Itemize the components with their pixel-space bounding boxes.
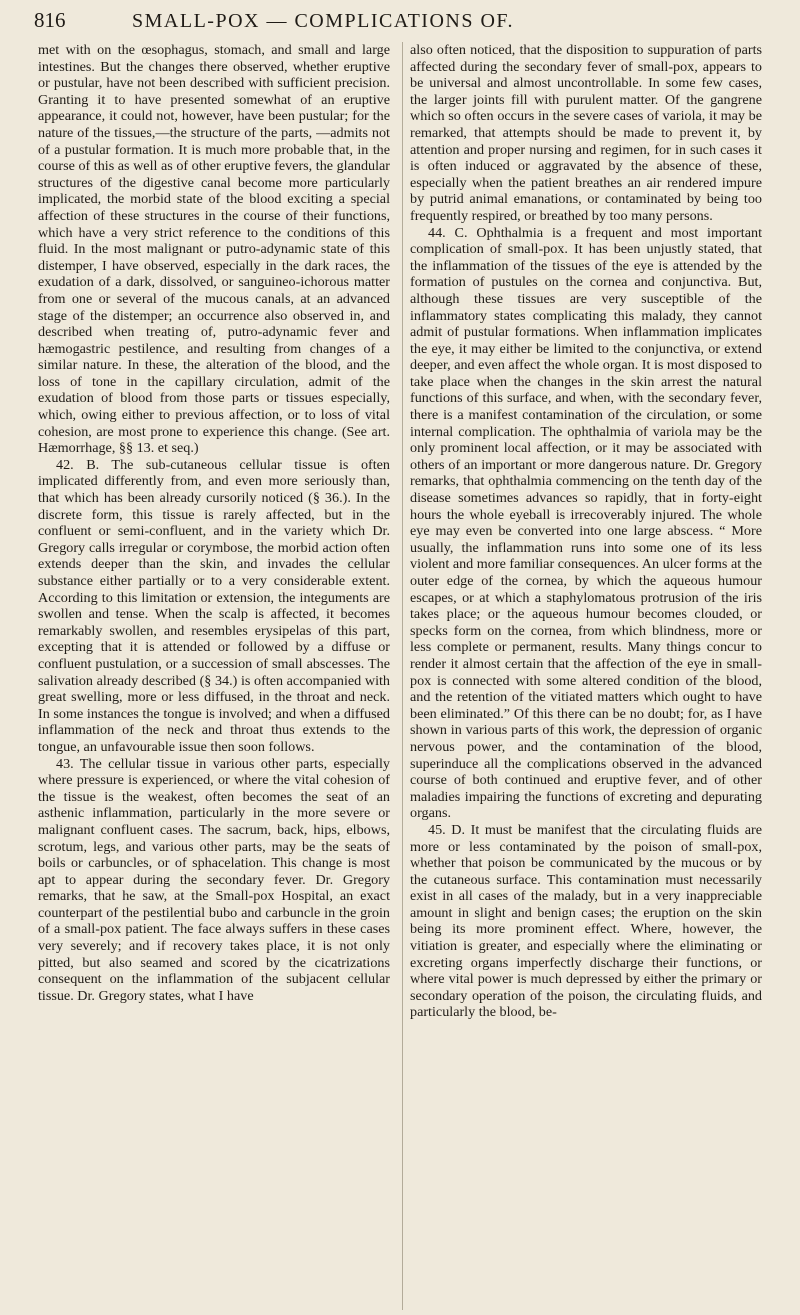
- running-title: SMALL-POX — COMPLICATIONS OF.: [132, 10, 514, 32]
- left-column: [34, 42, 394, 1310]
- left-paragraph-3: 43. The cellular tissue in various other parts, especially where pressure is experienced, or where the vital cohesion of the tissue is the weakest, often becomes the seat of an asthenic inflammation, particularly in the more severe or malignant confluent cases. The sacrum, back, hips, elbows, scrotum, legs, and various other parts, may be the seats of boils or carbuncles, or of sphacelation. This change is most apt to appear during the secondary fever. Dr. Gregory remarks, that he saw, at the Small-pox Hospital, an exact counterpart of the pestilential bubo and carbuncle in the groin of a small-pox patient. The face always suffers in these cases very severely; and if recovery takes place, it is not only pitted, but also seamed and scored by the cicatrizations consequent on the inflammation of the subjacent cellular tissue. Dr. Gregory states, what I have: [38, 755, 390, 1004]
- right-paragraph-2: 44. C. Ophthalmia is a frequent and most important complication of small-pox. It has been unjustly stated, that the inflammation of the tissues of the eye is attended by the formation of pustules on the cornea and conjunctiva. But, although these tissues are very susceptible of the inflammatory states complicating this malady, they cannot admit of pustular formations. When inflammation implicates the eye, it may either be limited to the conjunctiva, or extend deeper, and even affect the whole organ. It is most disposed to take place when the changes in the skin arrest the natural functions of this surface, and when, with the secondary fever, there is a manifest contamination of the circulation, or some internal complication. The ophthalmia of variola may be the only prominent local affection, or it may be associated with others of an important or more dangerous nature. Dr. Gregory remarks, that ophthalmia commencing on the tenth day of the disease sometimes advances so rapidly, that in forty-eight hours the whole eyeball is irrecoverably injured. The whole eye may even be converted into one large abscess. “ More usually, the inflammation runs into some one of its less violent and more familiar consequences. An ulcer forms at the outer edge of the cornea, by which the aqueous humour escapes, or at which a staphylomatous protrusion of the iris takes place; or the aqueous humour becomes clouded, or specks form on the cornea, from which blindness, more or less complete or permanent, results. Many things concur to render it almost certain that the affection of the eye in small-pox is connected with some altered condition of the blood, and the retention of the vitiated matters which ought to have been eliminated.” Of this there can be no doubt; for, as I have shown in various parts of this work, the depression of organic nervous power, and the contamination of the blood, superinduce all the complications observed in the advanced course of both continued and eruptive fever, and of other maladies impairing the functions of excreting and depurating organs.: [410, 224, 762, 822]
- page-number: 816: [34, 8, 66, 32]
- right-paragraph-1: also often noticed, that the disposition to suppuration of parts affected during the secondary fever of small-pox, appears to be universal and almost uncontrollable. In some few cases, the larger joints fill with purulent matter. Of the gangrene which so often occurs in the severe cases of variola, it may be remarked, that attempts should be made to prevent it, by attention and proper nursing and regimen, for in such cases it is often induced or aggravated by the absence of these, especially when the patient breathes an air rendered impure by putrid animal emanations, or contaminated by being too frequently respired, or breathed by too many persons.: [410, 42, 762, 224]
- right-paragraph-3: 45. D. It must be manifest that the circulating fluids are more or less contaminated by the poison of small-pox, whether that poison be communicated by the mucous or by the cutaneous surface. This contamination must necessarily exist in all cases of the malady, but in a very inappreciable amount in slight and benign cases; the eruption on the skin being its more prominent effect. Where, however, the vitiation is greater, and especially where the eliminating or excreting organs imperfectly discharge their functions, or where vital power is much depressed by either the primary or secondary operation of the poison, the circulating fluids, and particularly the blood, be-: [410, 821, 762, 1021]
- page-header: [34, 8, 766, 38]
- right-column: [402, 42, 766, 1310]
- left-paragraph-1: met with on the œsophagus, stomach, and small and large intestines. But the changes there observed, whether eruptive or pustular, have not been described with sufficient precision. Granting it to have presented somewhat of an eruptive appearance, it could not, however, have been pustular; for the nature of the tissues,—the structure of the parts, —admits not of a pustular formation. It is much more probable that, in the course of this as well as of other eruptive fevers, the glandular structures of the digestive canal become more particularly implicated, the morbid state of the blood exciting a special affection of these structures in the course of their functions, which have a very strict reference to the conditions of this fluid. In the most malignant or putro-adynamic state of this distemper, I have observed, especially in the dark races, the exudation of a dark, dissolved, or sanguineo-ichorous matter from one or several of the mucous canals, at an advanced stage of the distemper; an occurrence also observed in, and described when treating of, putro-adynamic fever and hæmogastric pestilence, and resulting from changes of a similar nature. In these, the alteration of the blood, and the loss of tone in the capillary circulation, admit of the exudation of blood from those parts or tissues especially, which, owing either to previous affection, or to loss of vital cohesion, are most prone to experience this change. (See art. Hæmorrhage, §§ 13. et seq.): [38, 42, 390, 457]
- text-columns: [34, 42, 766, 1310]
- left-paragraph-2: 42. B. The sub-cutaneous cellular tissue is often implicated differently from, and even more seriously than, that which has been already cursorily noticed (§ 36.). In the discrete form, this tissue is rarely affected, but in the confluent or semi-confluent, and in the variety which Dr. Gregory calls irregular or corymbose, the morbid action often extends deeper than the skin, and invades the cellular substance either partially or to a very considerable extent. According to this limitation or extension, the integuments are swollen and tense. When the scalp is affected, it becomes remarkably swollen, and resembles erysipelas of this part, excepting that it is attended or followed by a diffuse or confluent pustulation, or a succession of small abscesses. The salivation already described (§ 34.) is often accompanied with great swelling, more or less diffused, in the throat and neck. In some instances the tongue is involved; and when a diffused inflammation of the neck and throat thus extends to the tongue, an unfavourable issue then soon follows.: [38, 456, 390, 755]
